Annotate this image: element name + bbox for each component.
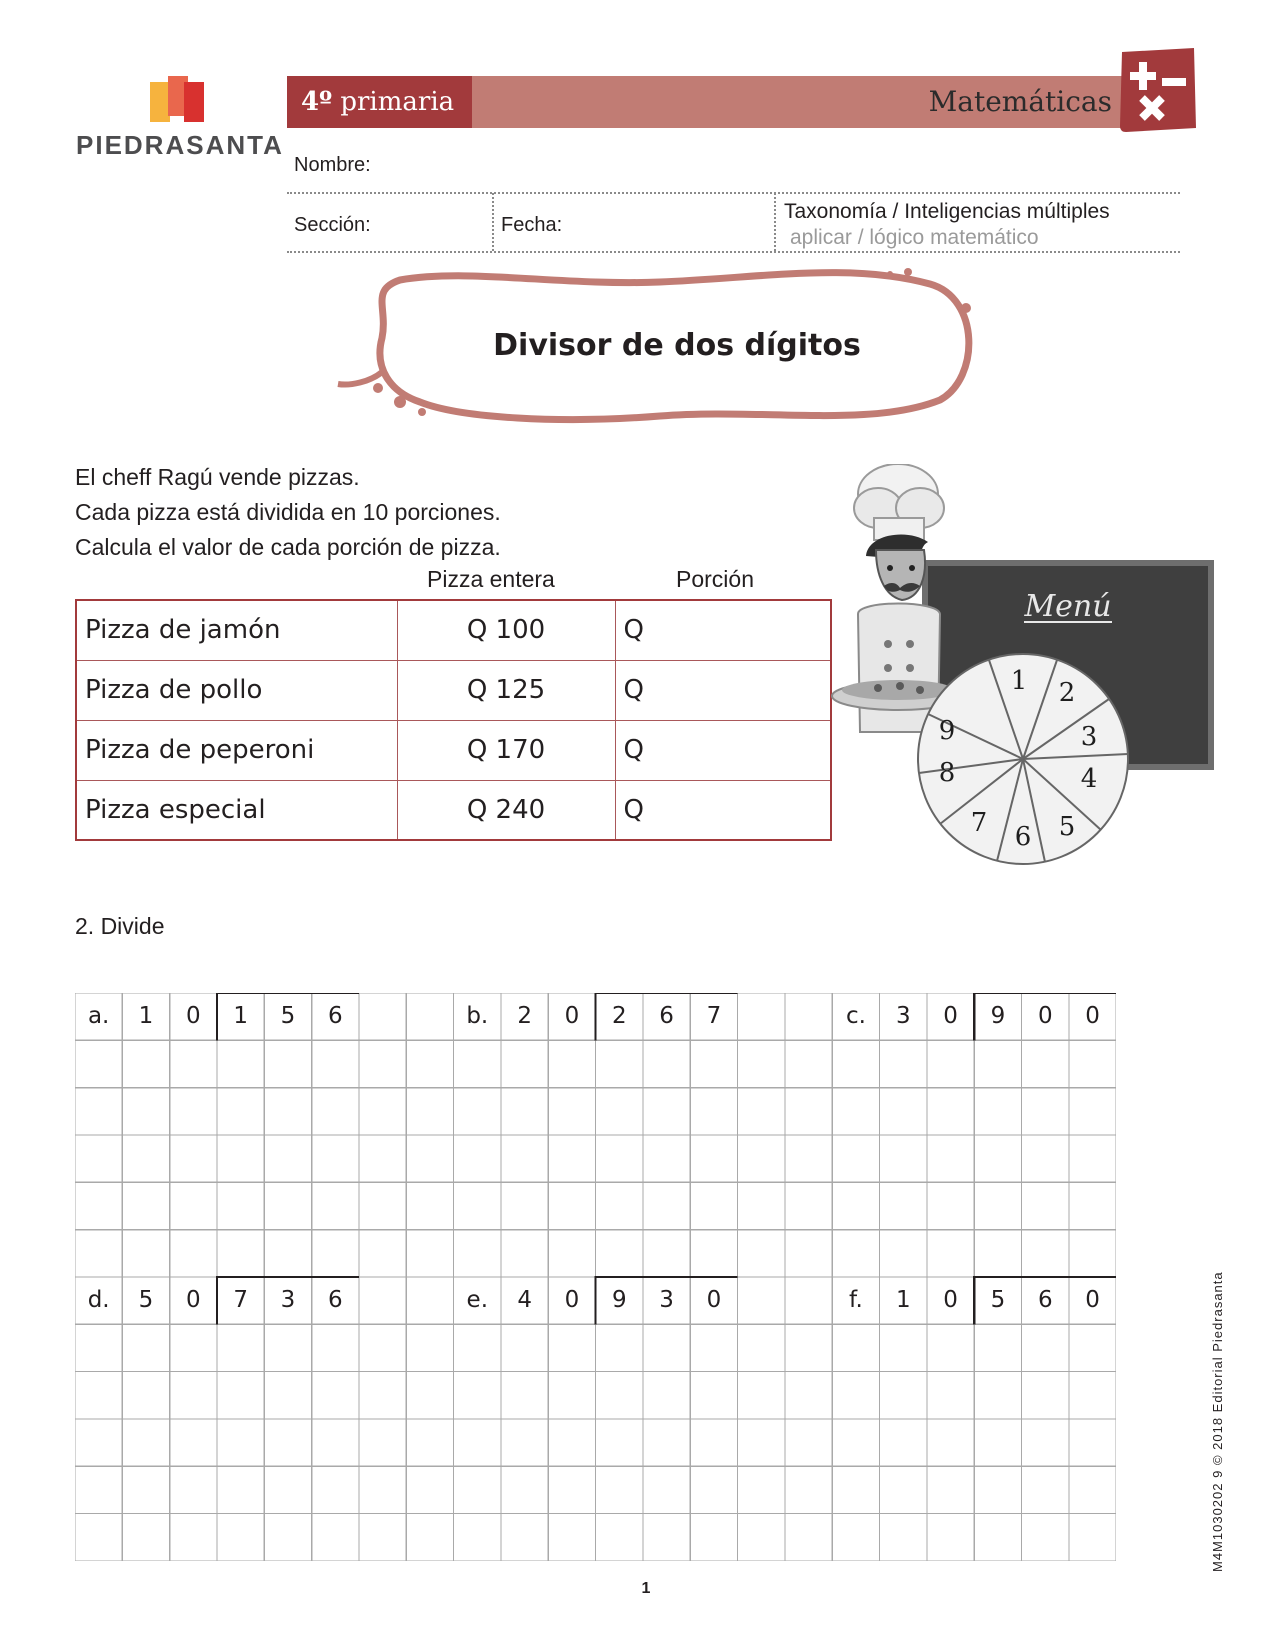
- pizza-wheel-icon: [918, 654, 1128, 864]
- table-row: [76, 660, 831, 720]
- divisor-digit: 0: [943, 1287, 958, 1313]
- form-bottom-line: [287, 251, 1180, 253]
- copyright-note: M4M1030202 9 © 2018 Editorial Piedrasanta: [1210, 1271, 1225, 1572]
- dividend-digit: 6: [327, 1003, 343, 1029]
- divisor-digit: 5: [138, 1287, 154, 1313]
- logo-text: PIEDRASANTA: [76, 130, 284, 160]
- portion-answer-field[interactable]: Q: [615, 780, 831, 840]
- page-number: 1: [641, 1580, 651, 1597]
- divisor-digit: 0: [564, 1287, 580, 1313]
- divisor-digit: 3: [895, 1003, 911, 1029]
- section-field-label: Sección:: [294, 214, 371, 236]
- page-title: Divisor de dos dígitos: [493, 328, 861, 363]
- math-operations-icon: [1116, 48, 1198, 138]
- grade-number: 4º: [301, 87, 333, 117]
- wheel-number: 5: [1058, 812, 1076, 842]
- exercise-heading: 2. Divide: [75, 913, 165, 939]
- pizza-price: Q 100: [397, 600, 615, 660]
- dividend-digit: 7: [706, 1003, 722, 1029]
- divisor-digit: 4: [517, 1287, 532, 1313]
- taxonomy-title: Taxonomía / Inteligencias múltiples: [784, 200, 1110, 223]
- chef-menu-illustration: [828, 464, 1214, 874]
- portion-answer-field[interactable]: Q: [615, 600, 831, 660]
- dividend-digit: 5: [990, 1287, 1006, 1313]
- table-row: [76, 720, 831, 780]
- pizza-price: Q 240: [397, 780, 615, 840]
- publisher-logo: [76, 72, 284, 162]
- dividend-digit: 6: [327, 1287, 343, 1313]
- wheel-number: 6: [1014, 822, 1032, 852]
- dividend-digit: 2: [611, 1003, 627, 1029]
- pizza-name: Pizza de pollo: [76, 660, 397, 720]
- problem-row-bottom: [75, 1277, 1116, 1324]
- instruction-line-3: Calcula el valor de cada porción de pizza.: [75, 534, 501, 560]
- wheel-number: 1: [1010, 666, 1028, 696]
- portion-answer-field[interactable]: Q: [615, 660, 831, 720]
- date-divider: [774, 193, 776, 251]
- grade-badge: [287, 76, 472, 128]
- wheel-number: 2: [1058, 678, 1076, 708]
- pizza-price: Q 125: [397, 660, 615, 720]
- dividend-digit: 1: [233, 1003, 248, 1029]
- problem-row-top: [75, 993, 1116, 1040]
- problem-label: d.: [87, 1287, 110, 1313]
- problem-label: e.: [466, 1287, 489, 1313]
- pizza-price-table: [75, 599, 832, 841]
- column-header-whole-pizza: Pizza entera: [427, 566, 555, 592]
- divisor-digit: 0: [564, 1003, 580, 1029]
- divisor-digit: 0: [186, 1287, 201, 1313]
- table-row: [76, 600, 831, 660]
- instruction-line-2: Cada pizza está dividida en 10 porciones.: [75, 499, 501, 525]
- pizza-price: Q 170: [397, 720, 615, 780]
- wheel-number: 8: [938, 758, 956, 788]
- taxonomy-value: aplicar / lógico matemático: [790, 226, 1039, 249]
- dividend-digit: 5: [280, 1003, 296, 1029]
- wheel-number: 4: [1080, 764, 1098, 794]
- grade-text: primaria: [340, 87, 455, 117]
- dividend-digit: 3: [659, 1287, 674, 1313]
- dividend-digit: 0: [1037, 1003, 1053, 1029]
- problem-label: b.: [466, 1003, 489, 1029]
- book-logo-icon: [150, 72, 206, 124]
- dividend-digit: 7: [233, 1287, 248, 1313]
- name-line: [287, 192, 1180, 194]
- dividend-digit: 0: [1085, 1003, 1100, 1029]
- name-field-label: Nombre:: [294, 154, 371, 176]
- instruction-line-1: El cheff Ragú vende pizzas.: [75, 464, 360, 490]
- divisor-digit: 2: [517, 1003, 532, 1029]
- pizza-name: Pizza de peperoni: [76, 720, 397, 780]
- problem-label: f.: [849, 1287, 863, 1313]
- wheel-number: 3: [1080, 722, 1098, 752]
- subject-title: Matemáticas: [928, 85, 1112, 118]
- divisor-digit: 1: [895, 1287, 911, 1313]
- divisor-digit: 0: [186, 1003, 201, 1029]
- dividend-digit: 3: [280, 1287, 296, 1313]
- portion-answer-field[interactable]: Q: [615, 720, 831, 780]
- dividend-digit: 0: [1085, 1287, 1100, 1313]
- table-row: [76, 780, 831, 840]
- problem-label: c.: [845, 1003, 866, 1029]
- dividend-digit: 0: [706, 1287, 722, 1313]
- dividend-digit: 6: [659, 1003, 674, 1029]
- divisor-digit: 1: [138, 1003, 154, 1029]
- dividend-digit: 9: [990, 1003, 1006, 1029]
- dividend-digit: 9: [611, 1287, 627, 1313]
- section-divider: [492, 193, 494, 251]
- menu-label: Menú: [1024, 589, 1112, 624]
- wheel-number: 7: [970, 808, 988, 838]
- problem-label: a.: [87, 1003, 110, 1029]
- wheel-number: 9: [938, 716, 956, 746]
- header-band: [287, 76, 1192, 128]
- pizza-name: Pizza especial: [76, 780, 397, 840]
- divisor-digit: 0: [943, 1003, 958, 1029]
- column-header-portion: Porción: [676, 566, 754, 592]
- date-field-label: Fecha:: [501, 214, 563, 236]
- dividend-digit: 6: [1037, 1287, 1053, 1313]
- pizza-name: Pizza de jamón: [76, 600, 397, 660]
